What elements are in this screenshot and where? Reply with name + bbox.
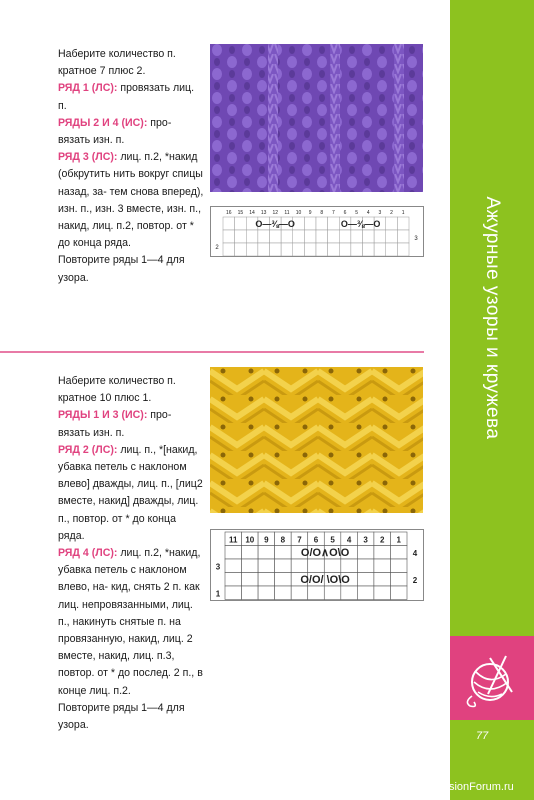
chart2-col-label: 8 [280,535,286,545]
sidebar-icon-box [450,636,534,720]
chart1-motif-left: O—⅜—O [255,219,295,229]
chart2-cell [324,559,341,573]
chart1-cell [328,230,340,243]
chart1-cell [351,243,363,256]
chart1-cell [246,243,258,256]
chart2-cell [258,546,275,560]
yarn-ball-icon [450,636,534,720]
chart2-cell [357,573,374,587]
chart1-col-label: 2 [390,210,393,216]
chart2-cell [225,586,242,600]
chart1-col-label: 9 [308,210,312,216]
chart1-cell [235,230,247,243]
chart1-cell [386,217,398,230]
chart1-cell [339,230,351,243]
chart1-cell [258,243,270,256]
chart1-cell [281,230,293,243]
chart2-cell [258,559,275,573]
chart1-cell [397,230,409,243]
chart1-cell [223,243,235,256]
chart2-col-label: 2 [379,535,385,545]
pattern2-intro: Наберите количество п. кратное 10 плюс 1. [58,375,176,405]
pattern2-row13-label: РЯДЫ 1 И 3 (ИС): [58,409,148,422]
chart2-col-label: 4 [346,535,352,545]
chart2-cell [374,586,391,600]
pattern1-row3-label: РЯД 3 (ЛС): [58,151,118,164]
pattern1-chart-grid [211,207,423,256]
chart2-cell [308,586,325,600]
pattern1-intro: Наберите количество п. кратное 7 плюс 2. [58,48,176,78]
chart2-cell [225,546,242,560]
chart1-col-label: 5 [355,210,359,216]
chart1-row-label-right: 3 [414,236,418,242]
chart1-cell [270,230,282,243]
chart2-col-label: 9 [264,535,269,545]
chart2-cell [357,559,374,573]
purple-knit-texture [210,44,423,192]
chart2-row2-symbols: O/O/ \O\O [300,574,350,586]
chart2-cell [390,546,407,560]
chart2-cell [357,546,374,560]
chart1-col-label: 10 [295,210,302,216]
chart1-cell [223,230,235,243]
chart1-cell [316,243,328,256]
chart1-col-label: 4 [366,210,370,216]
chart2-cell [225,559,242,573]
chart2-row4-symbols: O/O∧O\O [300,547,350,559]
chart1-cell [304,230,316,243]
pattern2-row13-text: про- вязать изн. п. [58,409,172,439]
chart2-cell [275,586,292,600]
chart1-motif-right: O—⅜—O [340,219,381,229]
chart2-col-label: 6 [313,535,319,545]
chart1-cell [363,230,375,243]
chart1-cell [246,230,258,243]
chapter-title: Ажурные узоры и кружева [482,196,503,440]
pattern2-repeat: Повторите ряды 1—4 для узора. [58,701,185,732]
pattern1-row24-text: про- вязать изн. п. [58,116,172,147]
section-divider [0,351,424,353]
chart2-col-label: 10 [245,535,255,545]
chart1-cell [258,230,270,243]
chart1-row-label-left: 2 [215,245,219,251]
chart2-cell [341,559,358,573]
chart1-cell [386,243,398,256]
chart2-row-label-4: 4 [412,549,418,558]
chart2-row-label-2: 2 [412,576,418,585]
sidebar-page-band [450,720,534,752]
chart1-cell [397,243,409,256]
pattern2-chart-grid [211,530,423,600]
chart2-cell [242,546,259,560]
chart1-cell [235,217,247,230]
pattern2-row2-label: РЯД 2 (ЛС): [58,443,118,456]
chart2-cell [225,573,242,587]
chart2-col-label: 5 [330,535,335,545]
chart1-cell [293,243,305,256]
purple-knit-swatch-image [210,44,423,192]
chart2-cell [357,586,374,600]
chart1-col-label: 12 [272,210,279,216]
chart1-cell [386,230,398,243]
chart2-cell [242,586,259,600]
pattern2-instructions [58,373,204,734]
chart1-cell [316,217,328,230]
chart1-cell [339,243,351,256]
chart1-cell [374,230,386,243]
chart2-cell [258,586,275,600]
chart1-cell [223,217,235,230]
chart1-cell [270,243,282,256]
chart1-cell [328,243,340,256]
watermark: PassionForum.ru [430,781,514,793]
chart1-cell [374,243,386,256]
pattern1-row1-label: РЯД 1 (ЛС): [58,82,118,95]
chart2-cell [324,586,341,600]
chart1-cell [293,230,305,243]
chart2-cell [275,546,292,560]
pattern1-row3-text: лиц. п.2, *накид (обкрутить нить вокруг спицы назад, за- тем снова вперед), изн. п., изн. 3 вместе, изн. п., накид, лиц. п.2, повтор. от * до конца ряда. [58,151,204,250]
chart1-cell [397,217,409,230]
chart2-row-label-1: 1 [215,589,221,599]
chart1-cell [351,230,363,243]
chart2-cell [374,573,391,587]
chart1-cell [363,243,375,256]
chart2-cell [275,559,292,573]
pattern2-knitting-chart [210,529,424,601]
yellow-knit-swatch-image [210,367,423,513]
yellow-knit-texture [210,367,423,513]
chart1-col-label: 1 [401,210,405,216]
chart1-cell [328,217,340,230]
chart1-col-label: 13 [260,210,267,216]
chart1-col-label: 6 [343,210,347,216]
chart1-col-label: 3 [378,210,382,216]
chart2-cell [275,573,292,587]
chart2-cell [341,586,358,600]
chart2-cell [390,559,407,573]
chart1-cell [304,243,316,256]
chart2-cell [374,546,391,560]
pattern2-row4-text: лиц. п.2, *накид, убавка петель с наклоном влево, на- кид, снять 2 п. как лиц. непровязанными, лиц. п., накинуть снятые п. на провязанную, накид, лиц. 2 вместе, накид, лиц. п.3, повтор. от * до послед. 2 п., в конце лиц. п.2. [58,547,203,697]
pattern1-row24-label: РЯДЫ 2 И 4 (ИС): [58,116,148,129]
chart2-col-label: 11 [229,535,238,545]
chart2-col-label: 7 [297,535,302,545]
chart1-col-label: 7 [332,210,335,216]
pattern2-row4-label: РЯД 4 (ЛС): [58,547,118,560]
pattern1-knitting-chart [210,206,424,257]
chart2-row-label-3: 3 [215,562,221,572]
chart1-col-label: 16 [226,210,232,216]
chart2-cell [390,586,407,600]
chart1-col-label: 15 [237,210,244,216]
chart1-col-label: 8 [320,210,324,216]
chart1-cell [304,217,316,230]
chart2-cell [374,559,391,573]
page-number: 77 [476,730,489,742]
chart2-cell [291,559,308,573]
chart2-cell [291,586,308,600]
pattern1-instructions [58,46,204,287]
chart2-col-label: 3 [363,535,368,545]
chart2-cell [258,573,275,587]
chart1-cell [235,243,247,256]
chart2-cell [308,559,325,573]
pattern1-repeat: Повторите ряды 1—4 для узора. [58,254,185,284]
chart2-cell [242,573,259,587]
chart1-cell [281,243,293,256]
chart2-col-label: 1 [396,535,401,545]
pattern1-row1-text: провязать лиц. п. [58,82,195,112]
chart1-col-label: 11 [284,210,290,216]
chart2-cell [242,559,259,573]
chart1-col-label: 14 [249,210,255,216]
pattern2-row2-text: лиц. п., *[накид, убавка петель с наклоном влево] дважды, лиц. п., [лиц2 вместе, накид] дважды, лиц. п., повтор. от * до конца ряда. [58,443,203,542]
chart1-cell [316,230,328,243]
chart2-cell [390,573,407,587]
